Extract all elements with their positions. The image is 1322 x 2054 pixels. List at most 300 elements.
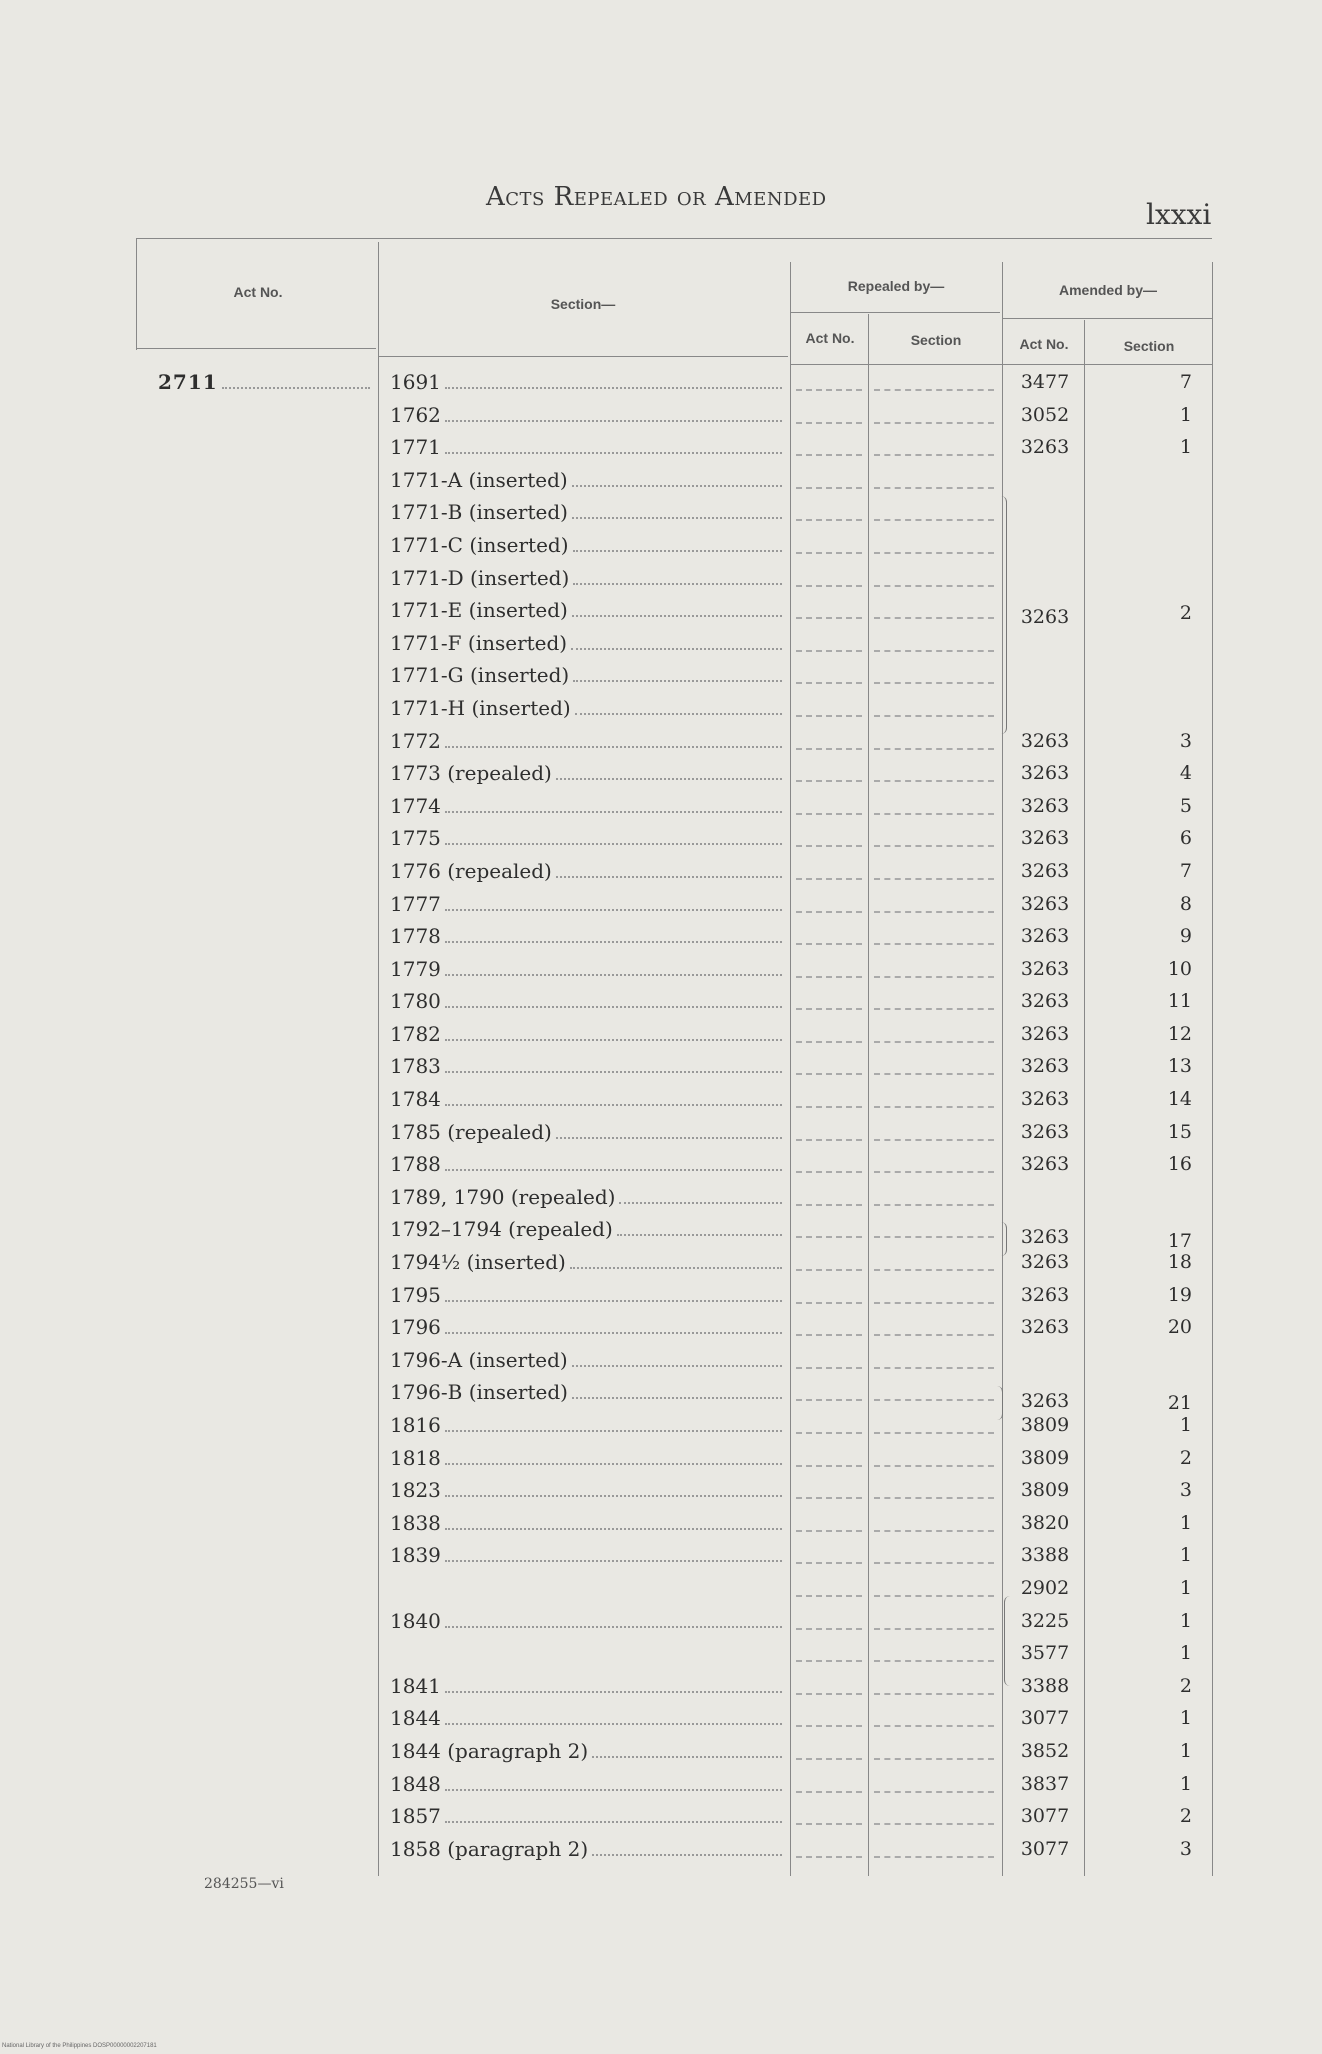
- page-title: Acts Repealed or Amended: [486, 182, 827, 212]
- repealed-section-blank: [874, 616, 994, 619]
- section-cell: [390, 1833, 786, 1866]
- repealed-act-blank: [796, 812, 862, 815]
- amended-act-cell: 3052: [1020, 403, 1070, 426]
- section-leader: [445, 386, 782, 389]
- repealed-section-blank: [874, 1724, 994, 1727]
- repealed-section-blank: [874, 1561, 994, 1564]
- amended-act-cell: 3852: [1020, 1739, 1070, 1762]
- repealed-section-blank: [874, 844, 994, 847]
- amended-act-cell: 3837: [1020, 1772, 1070, 1795]
- repealed-act-blank: [796, 551, 862, 554]
- section-leader: [556, 875, 782, 878]
- amended-section-cell: 1: [1179, 1511, 1192, 1534]
- amended-act-cell: [1006, 529, 1084, 562]
- amended-section-cell: 1: [1179, 1642, 1192, 1665]
- section-text: 1780: [390, 989, 441, 1014]
- section-leader: [445, 842, 782, 845]
- repealed-section-blank: [874, 1822, 994, 1825]
- amended-section-cell: 1: [1179, 1609, 1192, 1632]
- section-text: 1844 (paragraph 2): [390, 1738, 589, 1763]
- section-text: 1771-G (inserted): [390, 663, 570, 688]
- amended-section-cell: [1090, 496, 1196, 529]
- section-text: 1776 (repealed): [390, 858, 552, 883]
- table-row: [0, 725, 1322, 758]
- amended-section-cell: [1090, 659, 1196, 692]
- amended-act-cell: 3263: [1020, 729, 1070, 752]
- group-section-1796: 21: [1167, 1392, 1192, 1414]
- amended-act-cell: 2902: [1020, 1576, 1070, 1599]
- act-number-label: 2711: [158, 370, 218, 394]
- section-leader: [572, 484, 782, 487]
- repealed-section-blank: [874, 421, 994, 424]
- col-line-left: [136, 238, 137, 350]
- amended-act-cell: 3077: [1020, 1805, 1070, 1828]
- section-cell: [390, 1213, 786, 1246]
- section-text: 1778: [390, 924, 441, 949]
- section-text: 1771-D (inserted): [390, 565, 570, 590]
- section-text: 1771-H (inserted): [390, 695, 571, 720]
- table-row: [0, 1572, 1322, 1605]
- repealed-act-blank: [796, 388, 862, 391]
- repealed-act-blank: [796, 1659, 862, 1662]
- section-cell: [390, 1735, 786, 1768]
- amended-act-cell: 3388: [1020, 1674, 1070, 1697]
- repealed-act-blank: [796, 616, 862, 619]
- page-number: lxxxi: [1146, 198, 1212, 231]
- amended-act-cell: 3809: [1020, 1414, 1070, 1436]
- section-cell: [390, 888, 786, 921]
- amended-section-cell: 1: [1179, 1544, 1192, 1567]
- amended-act-cell: 3820: [1020, 1511, 1070, 1534]
- repealed-section-blank: [874, 942, 994, 945]
- amended-act-cell: 3263: [1020, 1316, 1070, 1339]
- section-leader: [445, 1331, 782, 1334]
- amended-act-cell: 3263: [1020, 1055, 1070, 1078]
- amended-act-cell: 3263: [1020, 1088, 1070, 1111]
- section-leader: [445, 810, 782, 813]
- amended-section-cell: 20: [1167, 1316, 1192, 1339]
- table-row: [0, 1181, 1322, 1214]
- repealed-act-blank: [796, 649, 862, 652]
- group-section-1771: 2: [1179, 602, 1192, 624]
- section-leader: [571, 647, 782, 650]
- section-text: 1777: [390, 891, 441, 916]
- amended-section-cell: [1090, 562, 1196, 595]
- section-cell: [390, 953, 786, 986]
- section-text: 1796-A (inserted): [390, 1347, 568, 1372]
- section-cell: [390, 431, 786, 464]
- section-text: 1771-F (inserted): [390, 630, 568, 655]
- table-row: [0, 1311, 1322, 1344]
- amended-act-cell: 3477: [1020, 371, 1070, 393]
- amended-section-cell: 15: [1167, 1120, 1192, 1143]
- amended-section-cell: [1090, 692, 1196, 725]
- group-act-1789: 3263: [1020, 1226, 1070, 1248]
- header-amended-by: Amended by—: [1058, 282, 1157, 298]
- section-text: 1783: [390, 1054, 441, 1079]
- section-leader: [572, 516, 782, 519]
- section-text: 1772: [390, 728, 441, 753]
- section-cell: [390, 659, 786, 692]
- table-row: [0, 757, 1322, 790]
- repealed-act-blank: [796, 1757, 862, 1760]
- section-text: 1774: [390, 793, 441, 818]
- repealed-act-blank: [796, 1561, 862, 1564]
- amended-act-cell: 3263: [1020, 925, 1070, 948]
- repealed-section-blank: [874, 1529, 994, 1532]
- section-cell: [390, 1376, 786, 1409]
- repealed-act-blank: [796, 1529, 862, 1532]
- group-act-1796: 3263: [1020, 1390, 1070, 1412]
- repealed-act-blank: [796, 714, 862, 717]
- section-cell: [390, 1050, 786, 1083]
- repealed-act-blank: [796, 1138, 862, 1141]
- repealed-act-blank: [796, 1855, 862, 1858]
- repealed-section-blank: [874, 551, 994, 554]
- section-cell: [390, 1083, 786, 1116]
- header-repealed-by: Repealed by—: [847, 278, 945, 294]
- header-section: Section—: [550, 296, 616, 312]
- section-text: 1848: [390, 1771, 441, 1796]
- header-divider-section: [378, 356, 788, 357]
- repealed-section-blank: [874, 1855, 994, 1858]
- section-text: 1796: [390, 1315, 441, 1340]
- section-cell: [390, 1539, 786, 1572]
- repealed-act-blank: [796, 1822, 862, 1825]
- amended-act-cell: [1006, 627, 1084, 660]
- amended-section-cell: 8: [1179, 892, 1192, 915]
- section-text: 1839: [390, 1543, 441, 1568]
- amended-act-cell: 3809: [1020, 1446, 1070, 1469]
- library-credit: National Library of the Philippines DOSP00000002207181: [2, 2043, 157, 2049]
- repealed-section-blank: [874, 518, 994, 521]
- section-text: 1858 (paragraph 2): [390, 1836, 589, 1861]
- header-act-no: Act No.: [233, 284, 283, 300]
- table-row: [0, 659, 1322, 692]
- repealed-act-blank: [796, 844, 862, 847]
- amended-section-cell: 1: [1179, 403, 1192, 426]
- section-leader: [445, 973, 782, 976]
- repealed-act-blank: [796, 584, 862, 587]
- amended-section-cell: [1090, 464, 1196, 497]
- section-leader: [570, 1266, 782, 1269]
- section-text: 1771: [390, 435, 441, 460]
- header-amended-act-no: Act No.: [1019, 336, 1069, 352]
- section-cell: [390, 1474, 786, 1507]
- section-leader: [573, 549, 782, 552]
- amended-section-cell: 1: [1179, 1414, 1192, 1436]
- section-text: 1857: [390, 1804, 441, 1829]
- repealed-act-blank: [796, 1398, 862, 1401]
- section-leader: [445, 1559, 782, 1562]
- repealed-section-blank: [874, 1692, 994, 1695]
- section-cell: [390, 1116, 786, 1149]
- section-cell: [390, 1148, 786, 1181]
- amended-act-cell: 3263: [1020, 957, 1070, 980]
- section-cell: [390, 366, 786, 399]
- table-row: [0, 1800, 1322, 1833]
- amended-section-cell: [1090, 1181, 1196, 1214]
- amended-act-cell: [1006, 562, 1084, 595]
- section-cell: [390, 464, 786, 497]
- table-row: [0, 1116, 1322, 1149]
- amended-act-cell: 3388: [1020, 1544, 1070, 1567]
- header-amended-section: Section: [1123, 338, 1175, 354]
- section-leader: [445, 745, 782, 748]
- amended-section-cell: 19: [1167, 1283, 1192, 1306]
- repealed-section-blank: [874, 1301, 994, 1304]
- section-leader: [556, 1136, 782, 1139]
- repealed-act-blank: [796, 486, 862, 489]
- repealed-section-blank: [874, 910, 994, 913]
- repealed-act-blank: [796, 1301, 862, 1304]
- repealed-act-blank: [796, 1040, 862, 1043]
- amended-section-cell: 6: [1179, 827, 1192, 850]
- group-act-1771: 3263: [1020, 606, 1070, 628]
- repealed-section-blank: [874, 1235, 994, 1238]
- section-leader: [445, 940, 782, 943]
- amended-act-cell: 3077: [1020, 1707, 1070, 1730]
- repealed-act-blank: [796, 779, 862, 782]
- section-cell: [390, 1800, 786, 1833]
- section-leader: [445, 1820, 782, 1823]
- amended-act-cell: 3263: [1020, 1283, 1070, 1306]
- section-leader: [445, 1690, 782, 1693]
- header-divider-amended: [1002, 318, 1212, 319]
- section-text: 1779: [390, 956, 441, 981]
- section-cell: [390, 1637, 786, 1670]
- repealed-act-blank: [796, 877, 862, 880]
- section-leader: [575, 712, 782, 715]
- amended-section-cell: 2: [1179, 1805, 1192, 1828]
- header-bottom-right: [790, 364, 1212, 365]
- section-text: 1771-C (inserted): [390, 532, 569, 557]
- repealed-section-blank: [874, 1398, 994, 1401]
- repealed-section-blank: [874, 681, 994, 684]
- table-row: [0, 464, 1322, 497]
- repealed-section-blank: [874, 779, 994, 782]
- amended-section-cell: 1: [1179, 1576, 1192, 1599]
- repealed-act-blank: [796, 975, 862, 978]
- repealed-act-blank: [796, 1203, 862, 1206]
- table-row: [0, 1637, 1322, 1670]
- repealed-section-blank: [874, 1659, 994, 1662]
- section-cell: [390, 1181, 786, 1214]
- section-text: 1840: [390, 1608, 441, 1633]
- section-cell: [390, 627, 786, 660]
- repealed-act-blank: [796, 681, 862, 684]
- section-leader: [445, 1070, 782, 1073]
- amended-section-cell: 3: [1179, 1837, 1192, 1860]
- amended-section-cell: [1090, 529, 1196, 562]
- amended-section-cell: [1090, 627, 1196, 660]
- header-divider-left: [136, 348, 376, 349]
- section-cell: [390, 1311, 786, 1344]
- repealed-section-blank: [874, 1040, 994, 1043]
- repealed-section-blank: [874, 453, 994, 456]
- section-cell: [390, 757, 786, 790]
- table-row: [0, 1507, 1322, 1540]
- repealed-act-blank: [796, 1496, 862, 1499]
- section-cell: [390, 1442, 786, 1475]
- section-text: 1823: [390, 1478, 441, 1503]
- repealed-section-blank: [874, 1268, 994, 1271]
- amended-section-cell: 3: [1179, 729, 1192, 752]
- table-row: [0, 1018, 1322, 1051]
- section-text: 1816: [390, 1413, 441, 1437]
- amended-act-cell: [1006, 659, 1084, 692]
- amended-section-cell: 1: [1179, 436, 1192, 459]
- repealed-section-blank: [874, 1594, 994, 1597]
- section-leader: [572, 1364, 782, 1367]
- section-leader: [445, 1005, 782, 1008]
- repealed-section-blank: [874, 1757, 994, 1760]
- table-row: [0, 920, 1322, 953]
- table-row: [0, 1148, 1322, 1181]
- table-row: [0, 692, 1322, 725]
- section-cell: [390, 790, 786, 823]
- section-leader: [617, 1233, 782, 1236]
- repealed-section-blank: [874, 486, 994, 489]
- section-cell: [390, 692, 786, 725]
- amended-section-cell: 5: [1179, 794, 1192, 817]
- section-cell: [390, 399, 786, 432]
- repealed-act-blank: [796, 518, 862, 521]
- amended-section-cell: 7: [1179, 371, 1192, 393]
- amended-act-cell: [1006, 464, 1084, 497]
- amended-act-cell: 3263: [1020, 892, 1070, 915]
- table-row: [0, 855, 1322, 888]
- repealed-section-blank: [874, 388, 994, 391]
- repealed-section-blank: [874, 1170, 994, 1173]
- amended-act-cell: 3263: [1020, 436, 1070, 459]
- table-row: [0, 1670, 1322, 1703]
- amended-section-cell: 14: [1167, 1088, 1192, 1111]
- table-top-border: [136, 238, 1212, 239]
- repealed-act-blank: [796, 747, 862, 750]
- group-section-1789: 17: [1167, 1230, 1192, 1252]
- section-text: 1794½ (inserted): [390, 1250, 566, 1275]
- amended-act-cell: 3263: [1020, 794, 1070, 817]
- amended-section-cell: [1090, 1344, 1196, 1377]
- section-leader: [445, 908, 782, 911]
- table-row: [0, 1702, 1322, 1735]
- table-row: [0, 1083, 1322, 1116]
- section-cell: [390, 1605, 786, 1638]
- section-leader: [445, 1527, 782, 1530]
- section-cell: [390, 1344, 786, 1377]
- amended-act-cell: 3077: [1020, 1837, 1070, 1860]
- section-cell: [390, 1279, 786, 1312]
- section-text: 1782: [390, 1021, 441, 1046]
- amended-act-cell: 3263: [1020, 1251, 1070, 1274]
- amended-section-cell: 11: [1167, 990, 1192, 1013]
- repealed-section-blank: [874, 714, 994, 717]
- section-cell: [390, 1409, 786, 1442]
- section-text: 1771-B (inserted): [390, 500, 568, 525]
- amended-section-cell: 1: [1179, 1772, 1192, 1795]
- section-cell: [390, 1572, 786, 1605]
- repealed-act-blank: [796, 1072, 862, 1075]
- table-row: [0, 985, 1322, 1018]
- table-row: [0, 1344, 1322, 1377]
- section-leader: [592, 1853, 782, 1856]
- table-row: [0, 790, 1322, 823]
- repealed-section-blank: [874, 1431, 994, 1434]
- amended-section-cell: 1: [1179, 1739, 1192, 1762]
- section-text: 1796-B (inserted): [390, 1380, 568, 1405]
- section-text: 1844: [390, 1706, 441, 1731]
- table-row: [0, 1050, 1322, 1083]
- table-body: [0, 366, 1322, 1865]
- amended-act-cell: 3263: [1020, 762, 1070, 785]
- print-code: 284255—vi: [204, 1876, 284, 1892]
- amended-act-cell: 3263: [1020, 827, 1070, 850]
- repealed-act-blank: [796, 1366, 862, 1369]
- section-leader: [445, 1299, 782, 1302]
- repealed-act-blank: [796, 942, 862, 945]
- amended-section-cell: 1: [1179, 1707, 1192, 1730]
- section-leader: [445, 451, 782, 454]
- repealed-section-blank: [874, 747, 994, 750]
- section-cell: [390, 725, 786, 758]
- amended-act-cell: [1006, 1181, 1084, 1214]
- repealed-section-blank: [874, 1464, 994, 1467]
- repealed-act-blank: [796, 1007, 862, 1010]
- section-text: 1818: [390, 1445, 441, 1470]
- amended-act-cell: 3263: [1020, 1153, 1070, 1176]
- repealed-act-blank: [796, 453, 862, 456]
- section-text: 1771-A (inserted): [390, 467, 568, 492]
- amended-section-cell: 3: [1179, 1479, 1192, 1502]
- section-cell: [390, 920, 786, 953]
- section-text: 1792–1794 (repealed): [390, 1217, 613, 1242]
- repealed-section-blank: [874, 1138, 994, 1141]
- repealed-section-blank: [874, 1072, 994, 1075]
- repealed-section-blank: [874, 975, 994, 978]
- section-cell: [390, 1507, 786, 1540]
- amended-section-cell: 13: [1167, 1055, 1192, 1078]
- section-text: 1784: [390, 1087, 441, 1112]
- repealed-act-blank: [796, 1724, 862, 1727]
- section-leader: [445, 1038, 782, 1041]
- repealed-act-blank: [796, 910, 862, 913]
- repealed-section-blank: [874, 1790, 994, 1793]
- table-row: [0, 1539, 1322, 1572]
- section-text: 1773 (repealed): [390, 761, 552, 786]
- amended-section-cell: 2: [1179, 1674, 1192, 1697]
- section-leader: [445, 1625, 782, 1628]
- section-leader: [445, 1429, 782, 1432]
- amended-act-cell: 3263: [1020, 859, 1070, 882]
- table-row: [0, 529, 1322, 562]
- section-leader: [445, 419, 782, 422]
- repealed-act-blank: [796, 1105, 862, 1108]
- repealed-act-blank: [796, 1464, 862, 1467]
- table-row: [0, 1442, 1322, 1475]
- repealed-act-blank: [796, 1170, 862, 1173]
- section-text: 1789, 1790 (repealed): [390, 1184, 616, 1209]
- table-row: [0, 399, 1322, 432]
- section-cell: [390, 496, 786, 529]
- table-row: [0, 562, 1322, 595]
- repealed-act-blank: [796, 1333, 862, 1336]
- table-row: [0, 431, 1322, 464]
- table-row: [0, 496, 1322, 529]
- section-text: 1771-E (inserted): [390, 598, 568, 623]
- table-row: [0, 953, 1322, 986]
- section-cell: [390, 855, 786, 888]
